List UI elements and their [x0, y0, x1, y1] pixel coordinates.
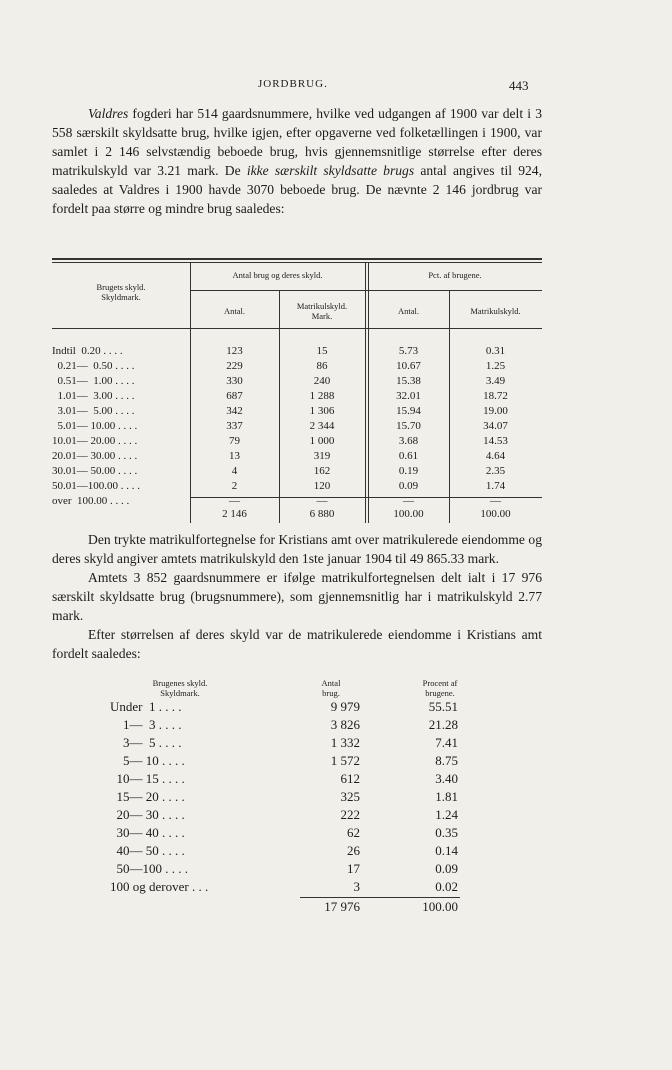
- page-number: 443: [509, 78, 529, 93]
- cell-pct-count: 32.01: [396, 390, 421, 402]
- table-valdres: [52, 258, 542, 523]
- cell-skyld: —: [316, 495, 328, 507]
- table-row: [100, 843, 480, 861]
- cell-count: 4: [231, 465, 238, 477]
- cell-skyld: 162: [313, 465, 331, 477]
- col-divider-3: [365, 263, 366, 523]
- cell-pct-count: 3.68: [398, 435, 419, 447]
- table-row-label: 5.01— 10.00 . . . .: [52, 420, 138, 432]
- cell-pct-count: 15.70: [396, 420, 421, 432]
- cell-count: 330: [226, 375, 243, 387]
- table-row-label: 0.21— 0.50 . . . .: [52, 360, 135, 372]
- table-row: [100, 735, 480, 753]
- table-row: [100, 789, 480, 807]
- cell-pct-skyld: 0.31: [485, 345, 506, 357]
- cell-skyld: 120: [313, 480, 331, 492]
- table-row: [100, 825, 480, 843]
- row-pct: 0.14: [435, 843, 458, 858]
- cell-count: 79: [229, 435, 240, 447]
- cell-skyld: 86: [316, 360, 328, 372]
- col-header-skyld: Brugets skyld. Skyldmark.: [96, 282, 146, 302]
- paragraph-italic-2: ikke særskilt skyldsatte brugs: [246, 163, 415, 178]
- table-row: [100, 717, 480, 735]
- cell-pct-skyld: —: [490, 495, 501, 507]
- row-pct: 3.40: [435, 771, 458, 786]
- row-count: 222: [340, 807, 360, 822]
- row-pct: 1.24: [435, 807, 458, 822]
- t2-header-skyld: Brugenes skyld. Skyldmark.: [152, 678, 208, 698]
- table-top-rule-2: [52, 262, 542, 263]
- table-row: [100, 771, 480, 789]
- cell-count: 687: [226, 390, 243, 402]
- row-label: 3— 5 . . . .: [110, 735, 182, 750]
- cell-pct-count: 0.61: [398, 450, 419, 462]
- table-row-label: 30.01— 50.00 . . . .: [52, 465, 138, 477]
- row-count: 1 332: [330, 735, 360, 750]
- table-row-label: 3.01— 5.00 . . . .: [52, 405, 135, 417]
- row-pct: 0.35: [435, 825, 458, 840]
- group-header-count: Antal brug og deres skyld.: [232, 270, 323, 280]
- row-pct: 1.81: [435, 789, 458, 804]
- table-top-rule: [52, 258, 542, 260]
- table-row-label: 20.01— 30.00 . . . .: [52, 450, 138, 462]
- cell-pct-skyld: 34.07: [483, 420, 508, 432]
- paragraph-sentence-3: Efter størrelsen af deres skyld var de matrikulerede eiendomme i Kristians amt fordelt saaledes:: [52, 627, 542, 661]
- t2-header-pct: Procent af brugene.: [422, 678, 458, 698]
- cell-skyld: 15: [316, 345, 328, 357]
- row-label: 5— 10 . . . .: [110, 753, 185, 768]
- row-label: 100 og derover . . .: [110, 879, 209, 894]
- cell-pct-count: 15.94: [396, 405, 421, 417]
- total-pct-count: 100.00: [393, 508, 424, 520]
- valdres-italic: Valdres: [88, 106, 129, 121]
- table-row: [100, 861, 480, 879]
- row-label: 20— 30 . . . .: [110, 807, 185, 822]
- group-header-pct: Pct. af brugene.: [428, 270, 482, 280]
- row-pct: 0.09: [435, 861, 458, 876]
- cell-pct-skyld: 2.35: [485, 465, 506, 477]
- running-title: JORDBRUG.: [258, 78, 328, 90]
- paragraph-sentence-2: Amtets 3 852 gaardsnummere er ifølge matrikulfortegnelsen delt ialt i 17 976 særskilt skyldsatte brug (brugsnummere), som gjennemsnitlig har i matrikulskyld 2.77 mark.: [52, 570, 542, 623]
- row-label: 1— 3 . . . .: [110, 717, 182, 732]
- row-pct: 7.41: [435, 735, 458, 750]
- cell-pct-count: —: [403, 495, 414, 507]
- paragraph-kristians-amt: [52, 530, 542, 663]
- row-pct: 21.28: [428, 717, 458, 732]
- paragraph-sentence-1: Den trykte matrikulfortegnelse for Kristians amt over matrikulerede eiendomme og deres skyld angiver amtets matrikulskyld den 1ste januar 1904 til 49 865.33 mark.: [52, 532, 542, 566]
- cell-count: 229: [226, 360, 243, 372]
- table-row-label: 1.01— 3.00 . . . .: [52, 390, 135, 402]
- t2-header-count: Antal brug.: [321, 678, 341, 698]
- row-pct: 55.51: [428, 699, 458, 714]
- cell-skyld: 2 344: [309, 420, 335, 432]
- cell-pct-count: 10.67: [396, 360, 421, 372]
- total-skyld: 6 880: [309, 508, 335, 520]
- row-count: 3 826: [330, 717, 360, 732]
- cell-pct-count: 0.09: [398, 480, 419, 492]
- cell-skyld: 319: [313, 450, 331, 462]
- total-count: 17 976: [324, 899, 360, 914]
- cell-skyld: 1 000: [309, 435, 335, 447]
- cell-pct-skyld: 19.00: [483, 405, 508, 417]
- table-row: [100, 807, 480, 825]
- cell-pct-count: 15.38: [396, 375, 421, 387]
- running-head: [0, 78, 672, 96]
- row-count: 325: [340, 789, 360, 804]
- cell-pct-skyld: 14.53: [483, 435, 508, 447]
- paragraph-text-2: antal angives til 924, saaledes at Valdres i 1900 havde 3070 beboede brug. De nævnte 2 146 jordbrug var fordelt paa større og mindre brug saaledes:: [52, 163, 542, 216]
- sum-rule: [300, 897, 460, 898]
- paragraph-text-1: fogderi har 514 gaardsnummere, hvilke ved udgangen af 1900 var delt i 3 558 særskilt skyldsatte brug, hvilke igjen, efter opgaverne ved folketællingen i 1900, var samlet i 2 146 selvstændig beboede brug, hvis gjennemsnitlige størrelse efter deres matrikulskyld var 3.21 mark. De: [52, 106, 542, 178]
- table-row-label: 50.01—100.00 . . . .: [52, 480, 140, 492]
- row-pct: 0.02: [435, 879, 458, 894]
- row-label: Under 1 . . . .: [110, 699, 182, 714]
- cell-skyld: 240: [313, 375, 331, 387]
- row-label: 40— 50 . . . .: [110, 843, 185, 858]
- cell-count: 337: [226, 420, 243, 432]
- table-row-label: 0.51— 1.00 . . . .: [52, 375, 135, 387]
- cell-pct-count: 5.73: [398, 345, 419, 357]
- row-count: 3: [353, 879, 360, 894]
- cell-count: 342: [226, 405, 243, 417]
- cell-skyld: 1 288: [309, 390, 335, 402]
- cell-pct-skyld: 1.25: [485, 360, 506, 372]
- cell-count: —: [229, 495, 240, 507]
- header-bottom-rule: [52, 328, 542, 329]
- table-row: [100, 753, 480, 771]
- total-pct: 100.00: [422, 899, 458, 914]
- row-label: 15— 20 . . . .: [110, 789, 185, 804]
- row-count: 62: [347, 825, 360, 840]
- table-row-label: over 100.00 . . . .: [52, 495, 130, 507]
- cell-count: 123: [226, 345, 243, 357]
- cell-skyld: 1 306: [309, 405, 335, 417]
- cell-pct-skyld: 3.49: [485, 375, 506, 387]
- row-count: 9 979: [330, 699, 360, 714]
- row-count: 1 572: [330, 753, 360, 768]
- row-pct: 8.75: [435, 753, 458, 768]
- row-label: 50—100 . . . .: [110, 861, 188, 876]
- total-pct-skyld: 100.00: [480, 508, 511, 520]
- total-count: 2 146: [222, 508, 247, 520]
- cell-count: 13: [229, 450, 240, 462]
- sub-header-pct-count: Antal.: [397, 306, 419, 316]
- cell-pct-skyld: 1.74: [485, 480, 506, 492]
- sub-header-count: Antal.: [223, 306, 245, 316]
- header-mid-rule: [190, 290, 542, 291]
- table-total-row: [100, 899, 480, 917]
- table-row-label: 10.01— 20.00 . . . .: [52, 435, 138, 447]
- row-count: 17: [347, 861, 360, 876]
- cell-pct-count: 0.19: [398, 465, 419, 477]
- paragraph-valdres: [52, 104, 542, 218]
- row-label: 10— 15 . . . .: [110, 771, 185, 786]
- row-label: 30— 40 . . . .: [110, 825, 185, 840]
- row-count: 26: [347, 843, 360, 858]
- table-row-label: Indtil 0.20 . . . .: [52, 345, 123, 357]
- row-count: 612: [340, 771, 360, 786]
- sub-header-skyld: Matrikulskyld. Mark.: [296, 301, 348, 321]
- table-row: [100, 879, 480, 897]
- table-row: [100, 699, 480, 717]
- table-kristians-amt: [100, 678, 500, 918]
- cell-pct-skyld: 4.64: [485, 450, 506, 462]
- cell-pct-skyld: 18.72: [483, 390, 508, 402]
- sub-header-pct-skyld: Matrikulskyld.: [470, 306, 521, 316]
- cell-count: 2: [231, 480, 238, 492]
